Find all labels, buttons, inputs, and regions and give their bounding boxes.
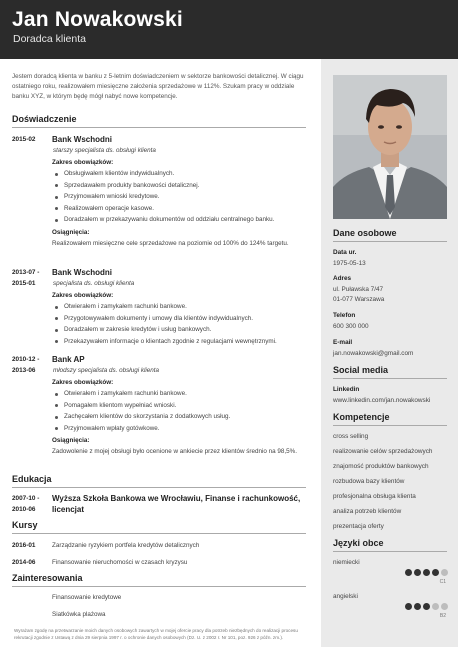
linkedin-link[interactable]: www.linkedin.com/jan.nowakowski	[333, 397, 431, 404]
duty-item: Pomagałem klientom wypełniać wnioski.	[52, 400, 306, 412]
skill-item: prezentacja oferty	[333, 523, 384, 530]
job-position: młodszy specjalista ds. obsługi klienta	[53, 367, 160, 374]
section-title-experience: Doświadczenie	[12, 114, 306, 128]
level-dot-filled	[423, 569, 430, 576]
level-dot-empty	[441, 603, 448, 610]
duty-item: Przyjmowałem wnioski kredytowe.	[52, 191, 306, 203]
language-name: niemiecki	[333, 559, 360, 566]
level-dot-filled	[423, 603, 430, 610]
section-title-interests: Zainteresowania	[12, 573, 306, 587]
job-company: Bank Wschodni	[52, 268, 113, 277]
skill-item: analiza potrzeb klientów	[333, 508, 402, 515]
address-line2: 01-077 Warszawa	[333, 296, 385, 303]
course-date: 2014-06	[12, 559, 36, 566]
candidate-role: Doradca klienta	[13, 33, 86, 45]
dob-label: Data ur.	[333, 249, 357, 256]
sidebar	[321, 59, 458, 647]
interest-item: Finansowanie kredytowe	[52, 594, 122, 601]
skill-item: cross selling	[333, 433, 369, 440]
language-level	[405, 569, 448, 576]
section-title-personal: Dane osobowe	[333, 228, 447, 242]
portrait-image	[333, 75, 447, 219]
email-label: E-mail	[333, 339, 353, 346]
achievement-text: Zadowolenie z mojej obsługi było ocenione w ankiecie przez klientów średnio na 98,5%.	[52, 448, 298, 455]
language-name: angielski	[333, 593, 358, 600]
education-date: 2007-10 - 2010-06	[12, 495, 40, 513]
duty-item: Doradzałem w zakresie kredytów i usług bankowych.	[52, 324, 306, 336]
job-entry	[52, 267, 306, 347]
job-entry	[52, 134, 306, 249]
duty-item: Otwierałem i zamykałem rachunki bankowe.	[52, 388, 306, 400]
section-title-languages: Języki obce	[333, 538, 447, 552]
linkedin-label: Linkedin	[333, 386, 360, 393]
duty-item: Sprzedawałem produkty bankowości detalicznej.	[52, 180, 306, 192]
dob-value: 1975-05-13	[333, 260, 366, 267]
level-dot-filled	[405, 603, 412, 610]
skill-item: profesjonalna obsługa klienta	[333, 493, 416, 500]
skill-item: znajomość produktów bankowych	[333, 463, 429, 470]
duty-item: Realizowałem operacje kasowe.	[52, 203, 306, 215]
job-date: 2010-12 - 2013-06	[12, 356, 40, 374]
phone-label: Telefon	[333, 312, 356, 319]
main-column	[12, 59, 308, 647]
job-company: Bank Wschodni	[52, 135, 113, 144]
achievements-label: Osiągnięcia:	[52, 228, 90, 236]
job-company: Bank AP	[52, 355, 85, 364]
section-title-education: Edukacja	[12, 474, 306, 488]
duties-label: Zakres obowiązków:	[52, 379, 114, 386]
section-title-skills: Kompetencje	[333, 412, 447, 426]
course-date: 2016-01	[12, 542, 36, 549]
level-dot-filled	[414, 603, 421, 610]
address-label: Adres	[333, 275, 352, 282]
profile-summary: Jestem doradcą klienta w banku z 5-letnim doświadczeniem w sektorze bankowości detalicznej. W ciągu ostatniego roku, realizowałem miesięczne założenia sprzedażowe w 112%. Szukam pracy w oddziale banku XYZ, w którym będę mógł nabyć nowe kompetencje.	[12, 73, 304, 100]
duty-item: Przyjmowałem wpłaty gotówkowe.	[52, 423, 306, 435]
language-level	[405, 603, 448, 610]
level-dot-empty	[441, 569, 448, 576]
address-line1: ul. Puławska 7/47	[333, 286, 384, 293]
achievements-label: Osiągnięcia:	[52, 437, 90, 444]
interest-item: Siatkówka plażowa	[52, 611, 106, 618]
skill-item: realizowanie celów sprzedażowych	[333, 448, 433, 455]
candidate-name: Jan Nowakowski	[12, 8, 183, 31]
duties-list	[52, 168, 306, 226]
duty-item: Przekazywałem informacje o klientach zgodnie z regulacjami wewnętrznymi.	[52, 336, 306, 348]
level-dot-filled	[414, 569, 421, 576]
language-level-note: B2	[439, 613, 446, 619]
job-position: starszy specjalista ds. obsługi klienta	[53, 147, 156, 154]
duty-item: Zachęcałem klientów do skorzystania z dodatkowych usług.	[52, 411, 306, 423]
job-position: specjalista ds. obsługi klienta	[53, 280, 135, 287]
gdpr-consent-clause: Wyrażam zgodę na przetwarzanie moich danych osobowych zawartych w mojej ofercie pracy dla potrzeb niezbędnych do realizacji procesu rekrutacji zgodnie z Ustawą z dnia 29 sierpnia 1997 r. o ochronie danych osobowych (Dz. U. z 2002 r. Nr 101, poz. 926 z późn. zm.).	[14, 628, 298, 640]
duty-item: Obsługiwałem klientów indywidualnych.	[52, 168, 306, 180]
job-date: 2015-02	[12, 136, 36, 143]
duties-label: Zakres obowiązków:	[52, 159, 114, 166]
resume-header	[0, 0, 458, 59]
level-dot-empty	[432, 603, 439, 610]
job-date: 2013-07 - 2015-01	[12, 269, 40, 287]
section-title-courses: Kursy	[12, 520, 306, 534]
duty-item: Otwierałem i zamykałem rachunki bankowe.	[52, 301, 306, 313]
job-entry	[52, 354, 306, 458]
duties-list	[52, 388, 306, 434]
level-dot-filled	[432, 569, 439, 576]
duties-list	[52, 301, 306, 347]
duty-item: Przygotowywałem dokumenty i umowy dla klientów indywidualnych.	[52, 313, 306, 325]
profile-photo	[333, 75, 447, 219]
course-name: Zarządzanie ryzykiem portfela kredytów detalicznych	[52, 542, 200, 549]
section-title-social: Social media	[333, 365, 447, 379]
duties-label: Zakres obowiązków:	[52, 292, 114, 299]
education-entry: Wyższa Szkoła Bankowa we Wrocławiu, Finanse i rachunkowość, licencjat	[52, 494, 301, 514]
email-value[interactable]: jan.nowakowski@gmail.com	[333, 350, 414, 357]
phone-value[interactable]: 600 300 000	[333, 323, 369, 330]
language-level-note: C1	[439, 579, 446, 585]
skill-item: rozbudowa bazy klientów	[333, 478, 405, 485]
course-name: Finansowanie nieruchomości w czasach kryzysu	[52, 559, 188, 566]
achievement-text: Realizowałem miesięczne cele sprzedażowe na poziomie od 100% do 124% targetu.	[52, 239, 289, 247]
level-dot-filled	[405, 569, 412, 576]
duty-item: Doradzałem w przekazywaniu dokumentów od oddziału centralnego banku.	[52, 214, 306, 226]
